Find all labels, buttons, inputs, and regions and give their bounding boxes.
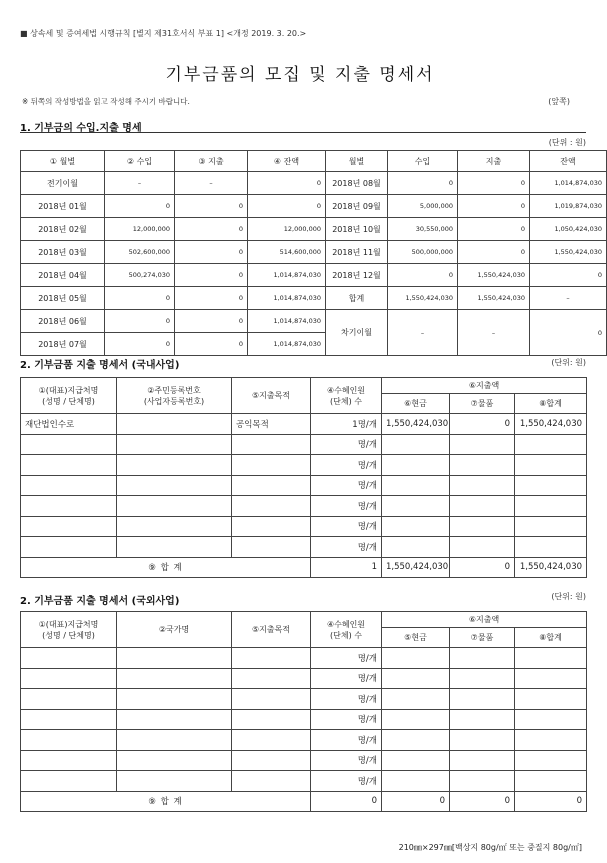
section1-title: 1. 기부금의 수입.지출 명세: [20, 123, 142, 134]
payee-cell: [21, 434, 117, 455]
income-cell: 0: [105, 333, 175, 356]
beneficiary-cell: 명/개: [311, 537, 382, 558]
total-cell: [515, 689, 587, 710]
col-beneficiaries: ④수혜인원 (단체) 수: [311, 612, 382, 648]
beneficiary-cell: 명/개: [311, 434, 382, 455]
sum-goods: 0: [450, 557, 515, 578]
form-reference: ■ 상속세 및 증여세법 시행규칙 [별지 제31호서식 부표 1] <개정 2019. 3. 20.>: [20, 29, 307, 38]
purpose-cell: [232, 434, 311, 455]
income-cell: 500,000,000: [388, 241, 458, 264]
col-cash: ⑥현금: [382, 394, 450, 414]
payee-cell: [21, 648, 117, 669]
purpose-cell: [232, 771, 311, 792]
col-cash: ⑤현금: [382, 628, 450, 648]
sum-row: [21, 557, 587, 578]
payee-cell: [21, 496, 117, 517]
sum-total: 0: [515, 791, 587, 812]
balance-cell: 12,000,000: [248, 218, 326, 241]
income-expense-table: [20, 150, 607, 356]
payee-cell: [21, 516, 117, 537]
month-cell: 2018년 11월: [326, 241, 388, 264]
sum-cash: 1,550,424,030: [382, 557, 450, 578]
purpose-cell: [232, 689, 311, 710]
expense-cell: 1,550,424,030: [458, 264, 530, 287]
total-cell: [515, 496, 587, 517]
goods-cell: 0: [450, 414, 515, 435]
table-row: [21, 496, 587, 517]
month-cell: 2018년 12월: [326, 264, 388, 287]
section3-title: 2. 기부금품 지출 명세서 (국외사업): [20, 596, 180, 607]
cash-cell: [382, 750, 450, 771]
purpose-cell: [232, 496, 311, 517]
expense-cell: 0: [458, 241, 530, 264]
id-cell: [117, 434, 232, 455]
total-cell: [515, 434, 587, 455]
table-row: [21, 668, 587, 689]
income-expense-header-row: [21, 151, 607, 172]
overseas-expense-table: [20, 611, 587, 812]
col-beneficiaries: ④수혜인원 (단체) 수: [311, 378, 382, 414]
id-cell: [117, 771, 232, 792]
payee-cell: [21, 668, 117, 689]
id-cell: [117, 537, 232, 558]
goods-cell: [450, 668, 515, 689]
paper-spec-footer: 210㎜×297㎜[백상지 80g/㎡ 또는 중질지 80g/㎡]: [398, 843, 582, 852]
month-cell: 2018년 08월: [326, 172, 388, 195]
col-income: ② 수입: [105, 151, 175, 172]
page-title: 기부금품의 모집 및 지출 명세서: [165, 65, 435, 85]
section3-unit: (단위: 원): [551, 592, 586, 601]
cash-cell: [382, 730, 450, 751]
table-row: [21, 264, 607, 287]
table-row: [21, 537, 587, 558]
income-cell: –: [105, 172, 175, 195]
goods-cell: [450, 750, 515, 771]
page-side-label: (앞쪽): [548, 97, 570, 106]
sum-goods: 0: [450, 791, 515, 812]
month-cell: 차기이월: [326, 310, 388, 356]
col-income-2: 수입: [388, 151, 458, 172]
goods-cell: [450, 730, 515, 751]
table-row: [21, 310, 607, 333]
purpose-cell: [232, 648, 311, 669]
col-expense-2: 지출: [458, 151, 530, 172]
purpose-cell: [232, 516, 311, 537]
income-cell: 1,550,424,030: [388, 287, 458, 310]
cash-cell: [382, 434, 450, 455]
balance-cell: 1,014,874,030: [248, 310, 326, 333]
goods-cell: [450, 475, 515, 496]
beneficiary-cell: 명/개: [311, 496, 382, 517]
col-purpose: ⑤지출목적: [232, 378, 311, 414]
col-amount: ⑥지출액: [382, 612, 587, 628]
table-row: [21, 172, 607, 195]
balance-cell: 0: [248, 195, 326, 218]
cash-cell: [382, 516, 450, 537]
id-cell: [117, 475, 232, 496]
month-cell: 전기이월: [21, 172, 105, 195]
purpose-cell: [232, 750, 311, 771]
goods-cell: [450, 434, 515, 455]
total-cell: [515, 537, 587, 558]
expense-cell: –: [175, 172, 248, 195]
month-cell: 2018년 07월: [21, 333, 105, 356]
beneficiary-cell: 명/개: [311, 475, 382, 496]
income-cell: 5,000,000: [388, 195, 458, 218]
goods-cell: [450, 455, 515, 476]
beneficiary-cell: 명/개: [311, 455, 382, 476]
payee-cell: 재단법인수로: [21, 414, 117, 435]
expense-cell: 0: [458, 172, 530, 195]
table-row: [21, 414, 587, 435]
beneficiary-cell: 명/개: [311, 516, 382, 537]
expense-cell: 0: [175, 264, 248, 287]
month-cell: 2018년 04월: [21, 264, 105, 287]
cash-cell: [382, 648, 450, 669]
col-payee: ①(대표)지급처명 (성명 / 단체명): [21, 612, 117, 648]
expense-cell: 0: [175, 218, 248, 241]
expense-cell: 0: [175, 195, 248, 218]
beneficiary-cell: 명/개: [311, 730, 382, 751]
total-cell: [515, 648, 587, 669]
balance-cell: 0: [248, 172, 326, 195]
income-cell: 500,274,030: [105, 264, 175, 287]
month-cell: 합계: [326, 287, 388, 310]
payee-cell: [21, 730, 117, 751]
beneficiary-cell: 명/개: [311, 668, 382, 689]
cash-cell: [382, 689, 450, 710]
table-row: [21, 287, 607, 310]
goods-cell: [450, 537, 515, 558]
col-month-2: 월별: [326, 151, 388, 172]
month-cell: 2018년 06월: [21, 310, 105, 333]
total-cell: [515, 668, 587, 689]
payee-cell: [21, 455, 117, 476]
cash-cell: [382, 709, 450, 730]
cash-cell: [382, 455, 450, 476]
table-row: [21, 648, 587, 669]
month-cell: 2018년 02월: [21, 218, 105, 241]
table-row: [21, 455, 587, 476]
balance-cell: 1,014,874,030: [248, 264, 326, 287]
table-row: [21, 241, 607, 264]
purpose-cell: 공익목적: [232, 414, 311, 435]
section2-title: 2. 기부금품 지출 명세서 (국내사업): [20, 360, 180, 371]
col-goods: ⑦물품: [450, 628, 515, 648]
table-row: [21, 709, 587, 730]
table-row: [21, 750, 587, 771]
col-country: ②국가명: [117, 612, 232, 648]
purpose-cell: [232, 668, 311, 689]
id-cell: [117, 455, 232, 476]
col-expense: ③ 지출: [175, 151, 248, 172]
purpose-cell: [232, 455, 311, 476]
cash-cell: 1,550,424,030: [382, 414, 450, 435]
col-month: ① 월별: [21, 151, 105, 172]
goods-cell: [450, 516, 515, 537]
total-cell: 1,550,424,030: [515, 414, 587, 435]
income-cell: 12,000,000: [105, 218, 175, 241]
instruction-notice: ※ 뒤쪽의 작성방법을 읽고 작성해 주시기 바랍니다.: [22, 97, 190, 106]
income-cell: 0: [388, 264, 458, 287]
income-cell: 502,600,000: [105, 241, 175, 264]
col-balance-2: 잔액: [530, 151, 607, 172]
col-total: ⑧합계: [515, 394, 587, 414]
balance-cell: 1,050,424,030: [530, 218, 607, 241]
expense-cell: 0: [175, 287, 248, 310]
sum-total: 1,550,424,030: [515, 557, 587, 578]
goods-cell: [450, 648, 515, 669]
balance-cell: –: [530, 287, 607, 310]
col-amount: ⑥지출액: [382, 378, 587, 394]
table-row: [21, 218, 607, 241]
income-cell: 0: [105, 287, 175, 310]
beneficiary-cell: 명/개: [311, 648, 382, 669]
expense-cell: 0: [175, 333, 248, 356]
col-registration-number: ②주민등록번호 (사업자등록번호): [117, 378, 232, 414]
id-cell: [117, 648, 232, 669]
income-cell: 0: [105, 310, 175, 333]
payee-cell: [21, 475, 117, 496]
total-cell: [515, 730, 587, 751]
sum-label: ⑨ 합 계: [21, 791, 311, 812]
expense-cell: –: [458, 310, 530, 356]
purpose-cell: [232, 537, 311, 558]
sum-label: ⑨ 합 계: [21, 557, 311, 578]
balance-cell: 0: [530, 264, 607, 287]
beneficiary-cell: 명/개: [311, 750, 382, 771]
cash-cell: [382, 475, 450, 496]
id-cell: [117, 414, 232, 435]
cash-cell: [382, 668, 450, 689]
income-cell: –: [388, 310, 458, 356]
balance-cell: 514,600,000: [248, 241, 326, 264]
cash-cell: [382, 771, 450, 792]
expense-cell: 1,550,424,030: [458, 287, 530, 310]
table-row: [21, 195, 607, 218]
month-cell: 2018년 01월: [21, 195, 105, 218]
income-cell: 30,550,000: [388, 218, 458, 241]
id-cell: [117, 730, 232, 751]
domestic-expense-table: [20, 377, 587, 578]
month-cell: 2018년 05월: [21, 287, 105, 310]
sum-beneficiaries: 0: [311, 791, 382, 812]
goods-cell: [450, 689, 515, 710]
cash-cell: [382, 537, 450, 558]
income-cell: 0: [388, 172, 458, 195]
id-cell: [117, 709, 232, 730]
beneficiary-cell: 1명/개: [311, 414, 382, 435]
purpose-cell: [232, 730, 311, 751]
id-cell: [117, 516, 232, 537]
total-cell: [515, 771, 587, 792]
section1-divider: [20, 132, 586, 133]
table-row: [21, 730, 587, 751]
beneficiary-cell: 명/개: [311, 689, 382, 710]
purpose-cell: [232, 709, 311, 730]
total-cell: [515, 709, 587, 730]
purpose-cell: [232, 475, 311, 496]
payee-cell: [21, 537, 117, 558]
col-purpose: ⑤지출목적: [232, 612, 311, 648]
expense-cell: 0: [458, 195, 530, 218]
payee-cell: [21, 771, 117, 792]
col-balance: ④ 잔액: [248, 151, 326, 172]
goods-cell: [450, 496, 515, 517]
expense-cell: 0: [458, 218, 530, 241]
col-payee: ①(대표)지급처명 (성명 / 단체명): [21, 378, 117, 414]
month-cell: 2018년 10월: [326, 218, 388, 241]
section1-unit: (단위 : 원): [548, 138, 586, 147]
table-row: [21, 771, 587, 792]
beneficiary-cell: 명/개: [311, 771, 382, 792]
id-cell: [117, 496, 232, 517]
id-cell: [117, 668, 232, 689]
balance-cell: 0: [530, 310, 607, 356]
section2-unit: (단위: 원): [551, 358, 586, 367]
total-cell: [515, 475, 587, 496]
balance-cell: 1,019,874,030: [530, 195, 607, 218]
income-cell: 0: [105, 195, 175, 218]
balance-cell: 1,014,874,030: [530, 172, 607, 195]
sum-row: [21, 791, 587, 812]
id-cell: [117, 750, 232, 771]
month-cell: 2018년 09월: [326, 195, 388, 218]
balance-cell: 1,014,874,030: [248, 287, 326, 310]
goods-cell: [450, 771, 515, 792]
payee-cell: [21, 750, 117, 771]
balance-cell: 1,014,874,030: [248, 333, 326, 356]
expense-cell: 0: [175, 310, 248, 333]
table-row: [21, 475, 587, 496]
table-row: [21, 689, 587, 710]
sum-beneficiaries: 1: [311, 557, 382, 578]
goods-cell: [450, 709, 515, 730]
beneficiary-cell: 명/개: [311, 709, 382, 730]
table-row: [21, 516, 587, 537]
id-cell: [117, 689, 232, 710]
total-cell: [515, 750, 587, 771]
month-cell: 2018년 03월: [21, 241, 105, 264]
total-cell: [515, 455, 587, 476]
total-cell: [515, 516, 587, 537]
col-total: ⑧합계: [515, 628, 587, 648]
payee-cell: [21, 709, 117, 730]
expense-cell: 0: [175, 241, 248, 264]
payee-cell: [21, 689, 117, 710]
col-goods: ⑦물품: [450, 394, 515, 414]
table-row: [21, 434, 587, 455]
sum-cash: 0: [382, 791, 450, 812]
cash-cell: [382, 496, 450, 517]
balance-cell: 1,550,424,030: [530, 241, 607, 264]
